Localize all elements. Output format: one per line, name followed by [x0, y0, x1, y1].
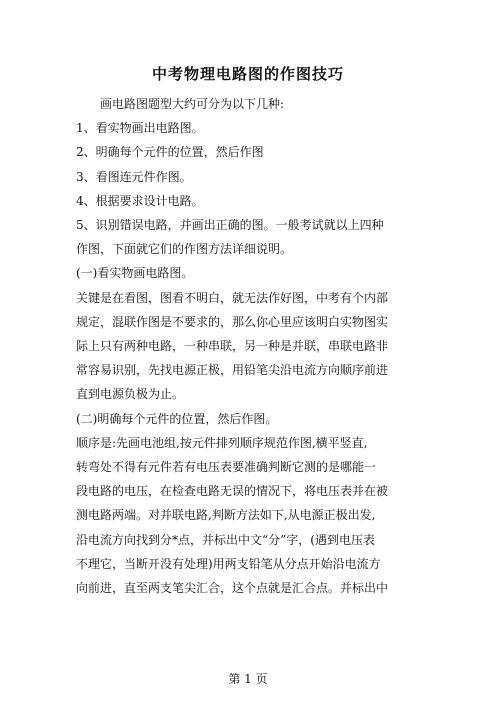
- intro-paragraph: 画电路图题型大约可分为以下几种:: [100, 97, 285, 111]
- list-item: 5、识别错误电路，并画出正确的图。一般考试就以上四种: [76, 218, 384, 233]
- list-item-continuation: 作图，下面就它们的作图方法详细说明。: [76, 242, 293, 257]
- section-heading: (二)明确每个元件的位置，然后作图。: [76, 411, 278, 426]
- list-item: 2、明确每个元件的位置，然后作图: [76, 145, 264, 160]
- body-line: 规定，混联作图是不要求的，那么你心里应该明白实物图实: [76, 314, 389, 329]
- list-item: 3、看图连元件作图。: [76, 169, 192, 184]
- list-item: 4、根据要求设计电路。: [76, 193, 204, 208]
- document-title: 中考物理电路图的作图技巧: [151, 65, 344, 83]
- page-number: 第 1 页: [228, 672, 268, 686]
- body-line: 不理它，当断开没有处理)用两支铅笔从分点开始沿电流方: [76, 556, 381, 571]
- body-line: 段电路的电压，在检查电路无误的情况下，将电压表并在被: [76, 484, 389, 499]
- body-line: 直到电源负极为止。: [76, 387, 185, 402]
- body-line: 际上只有两种电路，一种串联，另一种是并联，串联电路非: [76, 339, 389, 354]
- section-heading: (一)看实物画电路图。: [76, 266, 194, 281]
- body-line: 顺序是:先画电池组,按元件排列顺序规范作图,横平竖直,: [76, 435, 368, 450]
- body-line: 向前进，直至两支笔尖汇合，这个点就是汇合点。并标出中: [76, 581, 389, 596]
- body-line: 常容易识别，先找电源正极，用铅笔尖沿电流方向顺序前进: [76, 363, 389, 378]
- body-line: 沿电流方向找到分*点，并标出中文“分”字，(遇到电压表: [76, 532, 375, 547]
- body-line: 测电路两端。对并联电路,判断方法如下,从电源正极出发,: [76, 508, 376, 523]
- document-body: [76, 92, 426, 600]
- body-line: 转弯处不得有元件若有电压表要准确判断它测的是哪能一: [76, 460, 377, 475]
- list-item: 1、看实物画出电路图。: [76, 121, 204, 136]
- body-line: 关键是在看图，图看不明白，就无法作好图，中考有个内部: [76, 290, 389, 305]
